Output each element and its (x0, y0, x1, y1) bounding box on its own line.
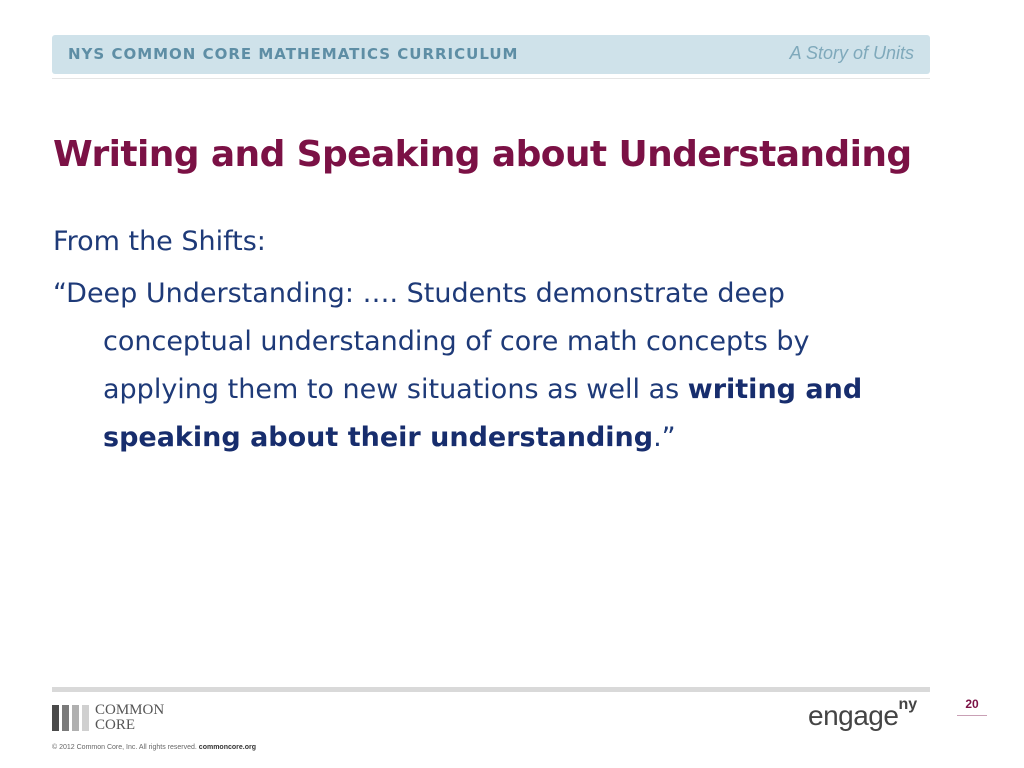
logo-line-2: CORE (95, 717, 136, 733)
quote-bold: writing and speaking about their understanding (103, 374, 863, 453)
quote-part-2: .” (653, 422, 676, 453)
header-bar (52, 35, 930, 74)
page-number: 20 (957, 697, 987, 716)
logo-bar (72, 705, 79, 731)
common-core-logo (52, 703, 164, 733)
common-core-bars-icon (52, 705, 89, 731)
slide-body (53, 222, 913, 462)
quote-text (53, 270, 913, 462)
slide-title: Writing and Speaking about Understanding (53, 134, 912, 175)
quote-part-1: “Deep Understanding: …. Students demonstrate deep conceptual understanding of core math concepts by applying them to new situations as well as (53, 278, 810, 405)
logo-bar (82, 705, 89, 731)
footer-divider (52, 687, 930, 692)
engage-word: engage (808, 700, 899, 731)
common-core-wordmark (95, 703, 164, 733)
copyright-text: © 2012 Common Core, Inc. All rights reserved. (52, 744, 197, 751)
curriculum-label: NYS COMMON CORE MATHEMATICS CURRICULUM (68, 45, 519, 63)
intro-text: From the Shifts: (53, 226, 266, 257)
series-label: A Story of Units (789, 43, 914, 63)
header-divider (52, 78, 930, 79)
copyright-link[interactable]: commoncore.org (198, 744, 256, 751)
copyright-notice (52, 744, 256, 751)
engage-sup: ny (898, 695, 918, 713)
logo-bar (52, 705, 59, 731)
logo-bar (62, 705, 69, 731)
engageny-logo (808, 695, 918, 732)
logo-line-1: COMMON (95, 702, 165, 718)
